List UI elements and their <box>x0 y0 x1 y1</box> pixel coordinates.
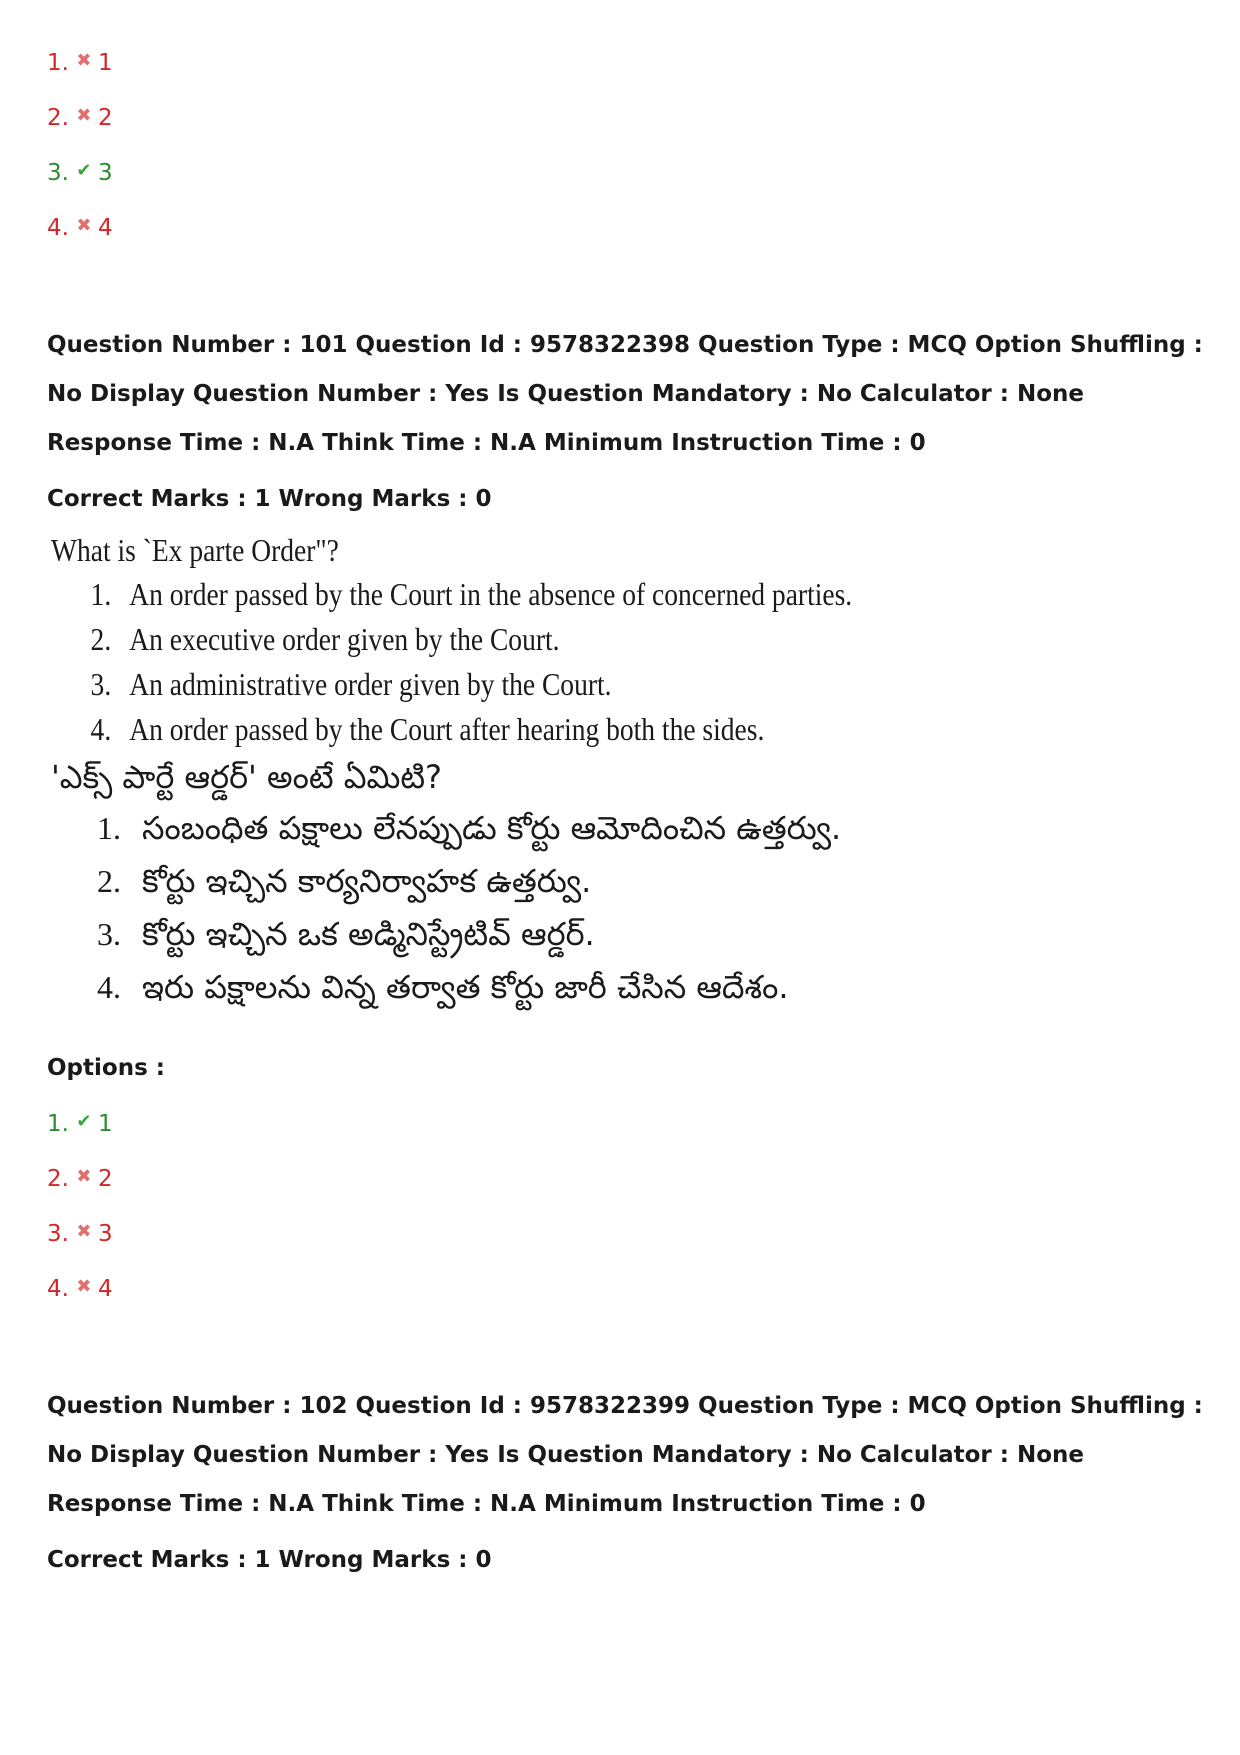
option-text: 2 <box>97 1166 113 1192</box>
question-item-en-1: 1. An order passed by the Court in the absence of concerned parties. <box>90 576 853 612</box>
option-text: 1 <box>97 50 113 76</box>
q101-option-4 <box>47 1272 113 1304</box>
option-text: 2 <box>97 105 113 131</box>
option-number: 3. <box>47 160 69 186</box>
option-number: 2. <box>47 105 69 131</box>
question-item-te-4: 4. ఇరు పక్షాలను విన్న తర్వాత కోర్టు జారీ చేసిన ఆదేశం. <box>97 968 789 1006</box>
option-text: 3 <box>97 160 113 186</box>
option-text: 3 <box>97 1221 113 1247</box>
cross-icon: ✖ <box>76 1166 92 1187</box>
question-item-te-1: 1. సంబంధిత పక్షాలు లేనప్పుడు కోర్టు ఆమోదించిన ఉత్తర్వు. <box>97 809 842 847</box>
cross-icon: ✖ <box>76 105 92 126</box>
cross-icon: ✖ <box>76 1276 92 1297</box>
check-icon: ✔ <box>76 160 92 181</box>
question-stem-en: What is `Ex parte Order"? <box>51 532 339 568</box>
option-number: 1. <box>47 1111 69 1137</box>
question-102-meta: Question Number : 102 Question Id : 9578322399 Question Type : MCQ Option Shuffling : No Display Question Number : Yes Is Question Mandatory : No Calculator : None Response Time : N.A Think Time : N.A Minimum Instruction Time : 0 <box>47 1393 1203 1517</box>
q101-option-3 <box>47 1217 113 1249</box>
option-number: 3. <box>47 1221 69 1247</box>
prev-option-2 <box>47 101 113 133</box>
option-text: 4 <box>97 215 113 241</box>
q101-option-1 <box>47 1107 113 1139</box>
question-stem-te: 'ఎక్స్ పార్టే ఆర్డర్' అంటే ఏమిటి? <box>51 758 443 796</box>
question-item-te-2: 2. కోర్టు ఇచ్చిన కార్యనిర్వాహక ఉత్తర్వు. <box>97 862 592 900</box>
option-number: 4. <box>47 1276 69 1302</box>
question-101-marks: Correct Marks : 1 Wrong Marks : 0 <box>47 486 492 512</box>
option-text: 1 <box>97 1111 113 1137</box>
cross-icon: ✖ <box>76 50 92 71</box>
options-label: Options : <box>47 1055 165 1081</box>
check-icon: ✔ <box>76 1111 92 1132</box>
question-101-meta: Question Number : 101 Question Id : 9578322398 Question Type : MCQ Option Shuffling : No Display Question Number : Yes Is Question Mandatory : No Calculator : None Response Time : N.A Think Time : N.A Minimum Instruction Time : 0 <box>47 332 1203 456</box>
option-number: 2. <box>47 1166 69 1192</box>
prev-option-4 <box>47 211 113 243</box>
question-item-te-3: 3. కోర్టు ఇచ్చిన ఒక అడ్మినిస్ట్రేటివ్ ఆర్డర్. <box>97 915 595 953</box>
cross-icon: ✖ <box>76 215 92 236</box>
prev-option-1 <box>47 46 113 78</box>
cross-icon: ✖ <box>76 1221 92 1242</box>
q101-option-2 <box>47 1162 113 1194</box>
option-number: 1. <box>47 50 69 76</box>
prev-option-3 <box>47 156 113 188</box>
question-102-marks: Correct Marks : 1 Wrong Marks : 0 <box>47 1547 492 1573</box>
question-item-en-4: 4. An order passed by the Court after hearing both the sides. <box>90 711 765 747</box>
option-number: 4. <box>47 215 69 241</box>
option-text: 4 <box>97 1276 113 1302</box>
question-item-en-2: 2. An executive order given by the Court. <box>90 621 560 657</box>
question-item-en-3: 3. An administrative order given by the Court. <box>90 666 612 702</box>
question-101-content <box>51 528 951 1014</box>
